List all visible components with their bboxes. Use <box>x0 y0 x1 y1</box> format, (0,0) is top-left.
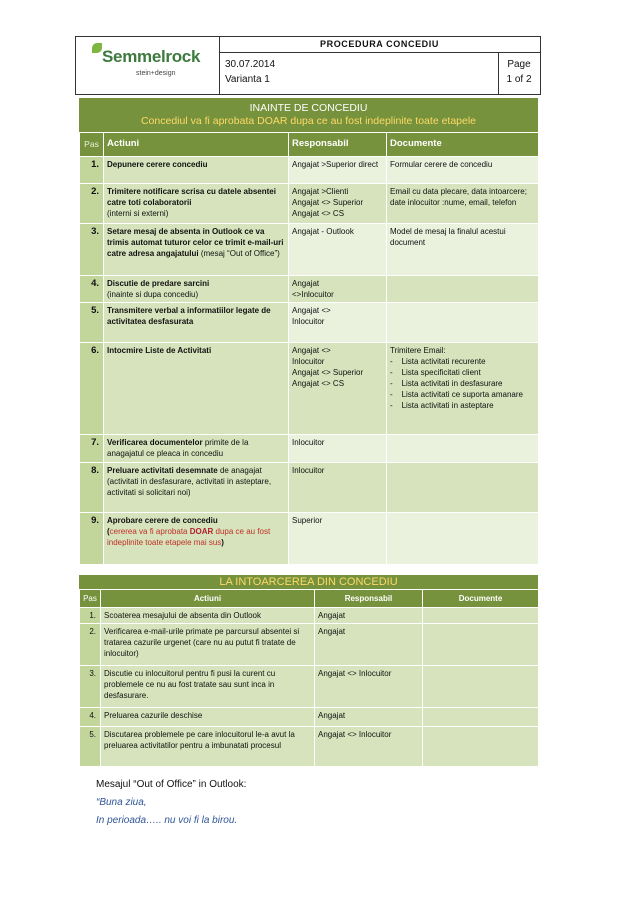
table-row <box>80 608 539 624</box>
message-body: In perioada….. nu voi fi la birou. <box>96 815 238 826</box>
action-text: Depunere cerere concediu <box>107 160 208 169</box>
table-header-row <box>80 590 539 608</box>
table-header-row <box>80 133 539 157</box>
section-before-title: INAINTE DE CONCEDIU <box>249 102 368 114</box>
table-row <box>80 727 539 767</box>
action-cell: Scoaterea mesajului de absenta din Outlook <box>101 608 315 624</box>
table-row <box>80 624 539 666</box>
approval-note: cererea va fi aprobata <box>109 527 190 536</box>
documents-cell <box>387 435 539 463</box>
responsible-cell: Angajat <> Inlocuitor <box>289 303 387 343</box>
col-header-responsible: Responsabil <box>315 590 423 608</box>
section-before-subtitle: Concediul va fi aprobata DOAR dupa ce au fost indeplinite toate etapele <box>140 115 477 127</box>
action-note: primite de la anagajatul ce pleaca in concediu <box>107 438 249 458</box>
step-number: 2. <box>80 624 101 666</box>
documents-cell <box>387 463 539 513</box>
responsible-cell: Angajat <> Inlocuitor Angajat <> Superior Angajat <> CS <box>289 343 387 435</box>
col-header-responsible: Responsabil <box>289 133 387 157</box>
action-text: Preluare activitati desemnate <box>107 466 218 475</box>
step-number: 5. <box>80 303 104 343</box>
action-cell <box>104 276 289 303</box>
logo-name: Semmelrock <box>102 47 201 66</box>
table-row <box>80 224 539 276</box>
document-version: Varianta 1 <box>225 74 270 85</box>
table-row <box>80 303 539 343</box>
col-header-step: Pas <box>80 133 104 157</box>
documents-cell <box>423 666 539 708</box>
logo-subtitle: stein+design <box>136 70 176 77</box>
documents-cell <box>387 303 539 343</box>
responsible-cell: Angajat <> Inlocuitor <box>315 666 423 708</box>
action-text: Transmitere verbal a informatiilor legate de activitatea desfasurata <box>107 306 271 326</box>
documents-cell: Model de mesaj la finalul acestui document <box>387 224 539 276</box>
action-note: de anagajat (activitati in desfasurare, activitati in asteptare, activitati si solicitari noi) <box>107 466 272 497</box>
responsible-cell: Angajat - Outlook <box>289 224 387 276</box>
responsible-cell: Angajat >Clienti Angajat <> Superior Angajat <> CS <box>289 184 387 224</box>
action-cell <box>104 184 289 224</box>
action-cell <box>104 463 289 513</box>
col-header-documents: Documente <box>387 133 539 157</box>
table-row <box>80 343 539 435</box>
responsible-cell: Angajat <box>315 624 423 666</box>
doc-list-item: - Lista activitati ce suporta amanare <box>390 390 523 399</box>
message-intro: Mesajul “Out of Office” in Outlook: <box>96 779 247 790</box>
action-cell: Discutarea problemele pe care inlocuitorul le-a avut la preluarea activitatilor pentru a imbunatati procesul <box>101 727 315 767</box>
step-number: 2. <box>80 184 104 224</box>
action-text: Verificarea documentelor <box>107 438 203 447</box>
documents-cell <box>387 343 539 435</box>
step-number: 8. <box>80 463 104 513</box>
step-number: 3. <box>80 224 104 276</box>
doc-list-item: - Lista activitati recurente <box>390 357 486 366</box>
step-number: 1. <box>80 608 101 624</box>
action-note: (inainte si dupa concediu) <box>107 290 199 299</box>
action-cell: Preluarea cazurile deschise <box>101 708 315 727</box>
section-after-banner <box>79 575 538 589</box>
after-vacation-table <box>79 589 539 767</box>
doc-list-title: Trimitere Email: <box>390 346 446 355</box>
responsible-cell: Superior <box>289 513 387 565</box>
col-header-step: Pas <box>80 590 101 608</box>
action-cell <box>104 303 289 343</box>
out-of-office-message <box>96 776 456 830</box>
table-row <box>80 435 539 463</box>
step-number: 4. <box>80 708 101 727</box>
table-row <box>80 513 539 565</box>
page-number: 1 of 2 <box>506 74 532 85</box>
action-text: Intocmire Liste de Activitati <box>107 346 212 355</box>
step-number: 4. <box>80 276 104 303</box>
approval-emphasis: DOAR <box>189 527 214 536</box>
table-row <box>80 184 539 224</box>
action-text: Setare mesaj de absenta in Outlook ce va trimis automat tuturor celor ce trimit e-mail-uri catre adresa angajatului <box>107 227 284 258</box>
documents-cell <box>423 708 539 727</box>
step-number: 5. <box>80 727 101 767</box>
page-label: Page <box>507 59 531 70</box>
responsible-cell: Angajat >Superior direct <box>289 157 387 184</box>
table-row <box>80 157 539 184</box>
action-text: Aprobare cerere de concediu <box>107 516 218 525</box>
document-date: 30.07.2014 <box>225 59 276 70</box>
document-date-version <box>225 57 275 87</box>
col-header-actions: Actiuni <box>101 590 315 608</box>
step-number: 7. <box>80 435 104 463</box>
action-cell <box>104 224 289 276</box>
step-number: 6. <box>80 343 104 435</box>
responsible-cell: Angajat <>Inlocuitor <box>289 276 387 303</box>
doc-list-item: - Lista activitati in desfasurare <box>390 379 503 388</box>
section-after-title: LA INTOARCEREA DIN CONCEDIU <box>219 576 398 588</box>
action-text: Trimitere notificare scrisa cu datele absentei catre toti colaboratorii <box>107 187 276 207</box>
documents-cell <box>423 608 539 624</box>
page-indicator <box>498 57 540 87</box>
logo-leaf-icon <box>92 43 102 53</box>
documents-cell: Formular cerere de concediu <box>387 157 539 184</box>
action-text: Discutie de predare sarcini <box>107 279 210 288</box>
col-header-documents: Documente <box>423 590 539 608</box>
action-cell <box>104 435 289 463</box>
table-row <box>80 666 539 708</box>
action-note: (mesaj “Out of Office”) <box>200 249 280 258</box>
action-cell <box>104 343 289 435</box>
message-greeting: “Buna ziua, <box>96 797 147 808</box>
responsible-cell: Angajat <box>315 608 423 624</box>
action-cell: Discutie cu inlocuitorul pentru fi pusi la curent cu problemele ce nu au fost tratate sau sunt inca in desfasurare. <box>101 666 315 708</box>
table-row <box>80 276 539 303</box>
documents-cell: Email cu data plecare, data intoarcere; date inlocuitor :nume, email, telefon <box>387 184 539 224</box>
responsible-cell: Inlocuitor <box>289 463 387 513</box>
documents-cell <box>387 276 539 303</box>
section-before-banner <box>79 98 538 132</box>
table-row <box>80 708 539 727</box>
documents-cell <box>387 513 539 565</box>
action-cell: Verificarea e-mail-urile primate pe parcursul absentei si tratarea cazurile urgenet (care nu au putut fi tratate de inlocuitor) <box>101 624 315 666</box>
doc-list-item: - Lista activitati in asteptare <box>390 401 494 410</box>
step-number: 3. <box>80 666 101 708</box>
step-number: 1. <box>80 157 104 184</box>
action-cell: Aprobare cerere de concediu (cererea va fi aprobata DOAR dupa ce au fost indeplinite toate etapele mai sus) <box>104 513 289 565</box>
step-number: 9. <box>80 513 104 565</box>
responsible-cell: Inlocuitor <box>289 435 387 463</box>
col-header-actions: Actiuni <box>104 133 289 157</box>
company-logo <box>84 41 214 91</box>
responsible-cell: Angajat <box>315 708 423 727</box>
action-cell <box>104 157 289 184</box>
action-note: (interni si externi) <box>107 209 169 218</box>
table-row <box>80 463 539 513</box>
before-vacation-table <box>79 132 539 565</box>
documents-cell <box>423 624 539 666</box>
procedure-title: PROCEDURA CONCEDIU <box>320 39 439 49</box>
documents-cell <box>423 727 539 767</box>
responsible-cell: Angajat <> Inlocuitor <box>315 727 423 767</box>
document-header <box>75 36 541 95</box>
doc-list-item: - Lista specificitati client <box>390 368 481 377</box>
